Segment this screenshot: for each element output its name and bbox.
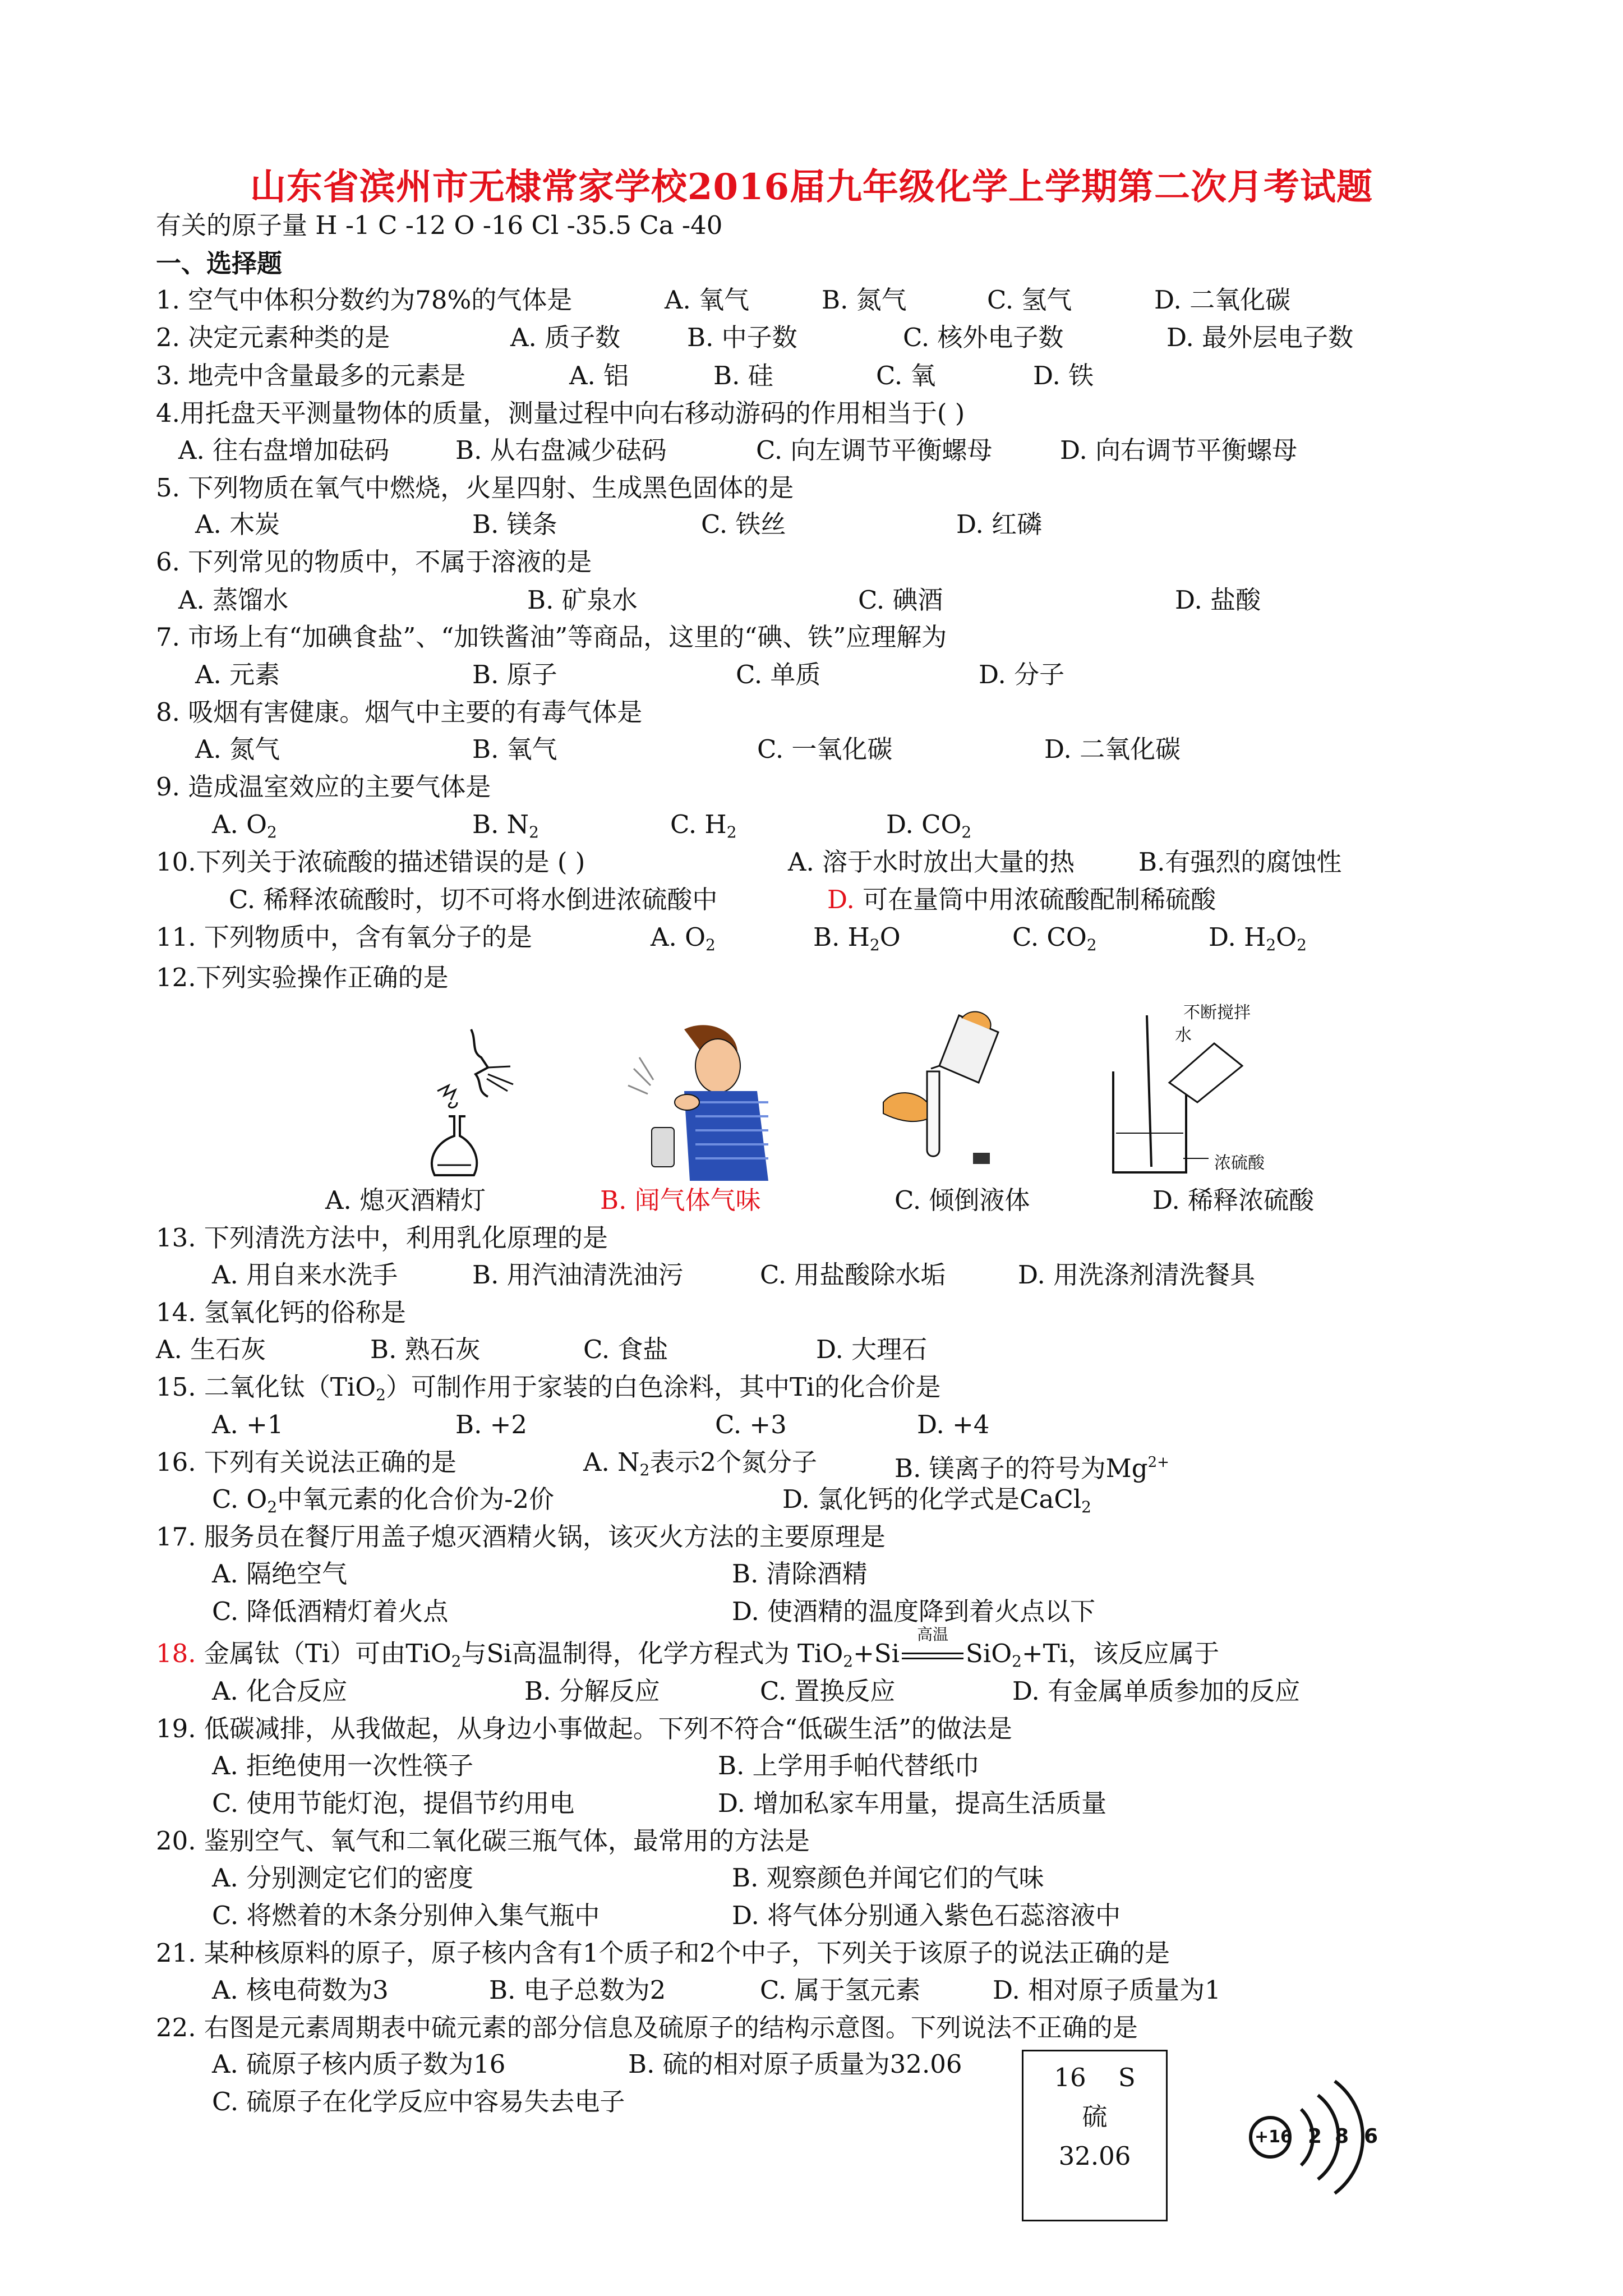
option-c: C. $O_2$中氧元素的化合价为-2价 — [212, 1484, 554, 1516]
option-d: D. 使酒精的温度降到着火点以下 — [732, 1596, 1096, 1626]
option-a: A. 溶于水时放出大量的热 — [788, 847, 1075, 877]
option-c: C. 核外电子数 — [903, 323, 1064, 352]
high-temp-condition: 高温 — [900, 1637, 966, 1671]
option-a: A. 隔绝空气 — [212, 1559, 348, 1589]
option-a: A. 熄灭酒精灯 — [325, 1185, 486, 1215]
question-stem: 4.用托盘天平测量物体的质量，测量过程中向右移动游码的作用相当于( ) — [156, 398, 965, 428]
option-b: B. 分解反应 — [524, 1676, 660, 1706]
option-b: B. 氧气 — [472, 734, 557, 764]
option-c: C. 硫原子在化学反应中容易失去电子 — [212, 2087, 625, 2116]
option-d: D. 相对原子质量为1 — [993, 1975, 1221, 2005]
option-c: C. 氢气 — [987, 285, 1072, 315]
option-b: B. 硫的相对原子质量为32.06 — [628, 2049, 962, 2079]
alcohol-lamp-blow-figure — [404, 1018, 550, 1186]
question-stem: 17. 服务员在餐厅用盖子熄灭酒精火锅，该灭火方法的主要原理是 — [156, 1522, 886, 1552]
option-a: A. 质子数 — [510, 323, 621, 352]
option-d: D. $H_2O_2$ — [1209, 922, 1307, 954]
question-stem: 13. 下列清洗方法中，利用乳化原理的是 — [156, 1223, 608, 1253]
page-title: 山东省滨州市无棣常家学校2016届九年级化学上学期第二次月考试题 — [250, 166, 1373, 208]
atomic-number: 16 — [1054, 2063, 1086, 2092]
option-a: A. 拒绝使用一次性筷子 — [212, 1751, 474, 1780]
option-a: A. 铝 — [569, 361, 629, 390]
option-c: C. 属于氢元素 — [760, 1975, 921, 2005]
question-stem: 21. 某种核原料的原子，原子核内含有1个质子和2个中子，下列关于该原子的说法正确的是 — [156, 1938, 1170, 1968]
relative-atomic-mass: 32.06 — [1058, 2141, 1131, 2171]
option-a: A. 分别测定它们的密度 — [212, 1863, 474, 1893]
option-a: A. $O_2$ — [212, 809, 277, 841]
option-c: C. $CO_2$ — [1012, 922, 1097, 954]
option-d: D. 增加私家车用量，提高生活质量 — [718, 1788, 1107, 1818]
question-stem: 16. 下列有关说法正确的是 — [156, 1447, 457, 1477]
shell-1-electrons: 2 — [1308, 2125, 1322, 2148]
option-d: D. 最外层电子数 — [1166, 323, 1354, 352]
element-name: 硫 — [1082, 2102, 1108, 2132]
option-a: A. 氮气 — [195, 734, 280, 764]
question-stem: 11. 下列物质中，含有氧分子的是 — [156, 922, 532, 952]
option-b: B. $H_2O$ — [813, 922, 901, 954]
option-b: B. 矿泉水 — [527, 585, 638, 615]
element-symbol: S — [1118, 2063, 1136, 2092]
option-c: C. 将燃着的木条分别伸入集气瓶中 — [212, 1901, 600, 1930]
question-stem: 15. 二氧化钛（TiO$_2$）可制作用于家装的白色涂料，其中Ti的化合价是 — [156, 1372, 941, 1404]
option-d: D. 有金属单质参加的反应 — [1012, 1676, 1301, 1706]
option-a: A. 氧气 — [665, 285, 750, 315]
option-a: A. 用自来水洗手 — [212, 1260, 398, 1290]
option-a: A. 生石灰 — [156, 1335, 266, 1364]
question-stem: 1. 空气中体积分数约为78%的气体是 — [156, 285, 573, 315]
smell-gas-figure — [611, 1018, 780, 1186]
option-b: B. 观察颜色并闻它们的气味 — [732, 1863, 1044, 1893]
option-d: D. +4 — [917, 1410, 990, 1439]
option-c: C. $H_2$ — [670, 809, 737, 841]
option-d: D. 盐酸 — [1175, 585, 1261, 615]
option-a: A. +1 — [212, 1410, 284, 1439]
question-stem: 3. 地壳中含量最多的元素是 — [156, 361, 466, 390]
option-c: C. 单质 — [736, 660, 821, 689]
option-b: B.有强烈的腐蚀性 — [1138, 847, 1342, 877]
option-d: D. 分子 — [979, 660, 1065, 689]
option-b: B. 镁条 — [472, 509, 557, 539]
option-c: C. 铁丝 — [701, 509, 786, 539]
option-c: C. 碘酒 — [858, 585, 943, 615]
option-a: A. 往右盘增加砝码 — [178, 435, 390, 465]
option-d: D. 二氧化碳 — [1154, 285, 1291, 315]
option-b: B. 熟石灰 — [370, 1335, 481, 1364]
option-b: B. 电子总数为2 — [489, 1975, 666, 2005]
option-b: B. +2 — [455, 1410, 528, 1439]
atomic-mass-line: 有关的原子量 H -1 C -12 O -16 Cl -35.5 Ca -40 — [156, 210, 723, 240]
question-stem: 14. 氢氧化钙的俗称是 — [156, 1297, 406, 1327]
section-heading: 一、选择题 — [156, 249, 283, 278]
figure-label-stir: 不断搅拌 — [1183, 1003, 1251, 1023]
option-c: C. 降低酒精灯着火点 — [212, 1596, 449, 1626]
option-a: A. $O_2$ — [651, 922, 716, 954]
option-c: C. 使用节能灯泡，提倡节约用电 — [212, 1788, 575, 1818]
option-c: C. 置换反应 — [760, 1676, 896, 1706]
option-c: C. 向左调节平衡螺母 — [756, 435, 993, 465]
option-b: B. 清除酒精 — [732, 1559, 868, 1589]
option-d: D. $CO_2$ — [886, 809, 972, 841]
option-b: B. 硅 — [713, 361, 773, 390]
question-stem: 18. 金属钛（Ti）可由TiO$_2$与Si高温制得，化学方程式为 TiO$_2$+Si 高温 SiO$_2$+Ti，该反应属于 — [156, 1625, 1220, 1671]
question-stem: 22. 右图是元素周期表中硫元素的部分信息及硫原子的结构示意图。下列说法不正确的是 — [156, 2013, 1138, 2042]
option-d: D. 用洗涤剂清洗餐具 — [1018, 1260, 1256, 1290]
sulfur-element-tile — [1022, 2050, 1168, 2221]
option-a: A. 木炭 — [195, 509, 280, 539]
shell-3-electrons: 6 — [1364, 2125, 1378, 2148]
option-c: C. 稀释浓硫酸时，切不可将水倒进浓硫酸中 — [229, 885, 718, 914]
option-c: C. 氧 — [876, 361, 936, 390]
option-b: B. 从右盘减少砝码 — [455, 435, 667, 465]
option-b: B. 原子 — [472, 660, 557, 689]
question-stem: 5. 下列物质在氧气中燃烧，火星四射、生成黑色固体的是 — [156, 473, 794, 503]
option-b: B. 闻气体气味 — [600, 1185, 761, 1215]
figure-label-acid: 浓硫酸 — [1214, 1153, 1265, 1173]
question-stem: 6. 下列常见的物质中，不属于溶液的是 — [156, 547, 592, 577]
option-d: D. 将气体分别通入紫色石蕊溶液中 — [732, 1901, 1121, 1930]
pour-liquid-figure — [861, 999, 1029, 1184]
question-stem: 19. 低碳减排，从我做起，从身边小事做起。下列不符合“低碳生活”的做法是 — [156, 1714, 1012, 1743]
question-stem: 2. 决定元素种类的是 — [156, 323, 390, 352]
option-a: A. 元素 — [195, 660, 280, 689]
option-d: D. 稀释浓硫酸 — [1152, 1185, 1315, 1215]
option-c: C. 倾倒液体 — [895, 1185, 1030, 1215]
nucleus-charge: +16 — [1255, 2127, 1292, 2147]
option-d: D. 铁 — [1033, 361, 1094, 390]
option-c: C. +3 — [715, 1410, 787, 1439]
option-b: B. $N_2$ — [472, 809, 539, 841]
option-b: B. 上学用手帕代替纸巾 — [718, 1751, 980, 1780]
figure-label-water: 水 — [1175, 1025, 1192, 1045]
question-stem: 10.下列关于浓硫酸的描述错误的是 ( ) — [156, 847, 585, 877]
option-c: C. 食盐 — [583, 1335, 668, 1364]
option-d: D. 氯化钙的化学式是CaCl$_2$ — [782, 1484, 1091, 1516]
shell-2-electrons: 8 — [1335, 2125, 1349, 2148]
question-stem: 9. 造成温室效应的主要气体是 — [156, 772, 491, 802]
option-b: B. 用汽油清洗油污 — [472, 1260, 684, 1290]
option-a: A. 化合反应 — [212, 1676, 348, 1706]
question-stem: 20. 鉴别空气、氧气和二氧化碳三瓶气体，最常用的方法是 — [156, 1826, 810, 1856]
sulfur-atom-structure — [1239, 2076, 1424, 2205]
question-stem: 8. 吸烟有害健康。烟气中主要的有毒气体是 — [156, 697, 643, 727]
option-a: A. 硫原子核内质子数为16 — [212, 2049, 506, 2079]
option-b: B. 氮气 — [822, 285, 907, 315]
option-a: A. 核电荷数为3 — [212, 1975, 389, 2005]
option-d: D. 可在量筒中用浓硫酸配制稀硫酸 — [827, 885, 1216, 914]
option-d: D. 向右调节平衡螺母 — [1060, 435, 1298, 465]
option-b: B. 中子数 — [687, 323, 797, 352]
option-c: C. 用盐酸除水垢 — [760, 1260, 946, 1290]
option-b: B. 镁离子的符号为$Mg^{2+}$ — [895, 1453, 1169, 1483]
option-d: D. 红磷 — [956, 509, 1043, 539]
option-d: D. 二氧化碳 — [1044, 734, 1181, 764]
option-d: D. 大理石 — [816, 1335, 928, 1364]
option-a: A. 蒸馏水 — [178, 585, 289, 615]
option-c: C. 一氧化碳 — [757, 734, 893, 764]
option-a: A. $N_2$表示2个氮分子 — [583, 1447, 817, 1479]
question-stem: 12.下列实验操作正确的是 — [156, 963, 449, 992]
question-stem: 7. 市场上有“加碘食盐”、“加铁酱油”等商品，这里的“碘、铁”应理解为 — [156, 622, 947, 652]
